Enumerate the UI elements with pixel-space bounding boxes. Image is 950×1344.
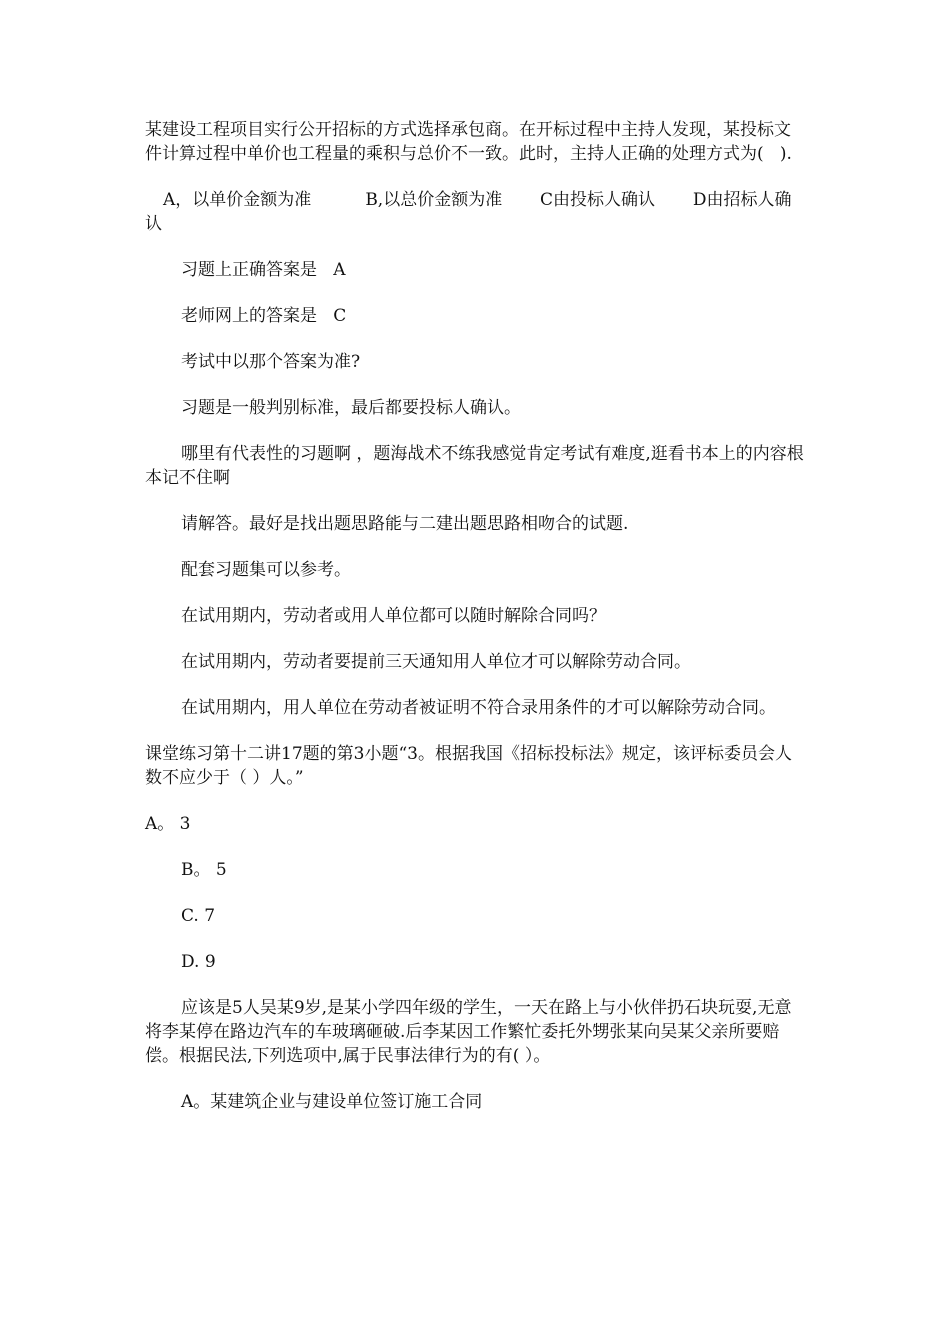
option-c: C. 7 xyxy=(181,906,216,926)
question-paragraph: 哪里有代表性的习题啊 ，题海战术不练我感觉肯定考试有难度,逛看书本上的内容根本记不住啊 xyxy=(145,444,804,488)
reply-paragraph: 在试用期内，劳动者要提前三天通知用人单位才可以解除劳动合同。 xyxy=(181,652,691,672)
teacher-answer: 老师网上的答案是 C xyxy=(181,306,347,326)
textbook-answer: 习题上正确答案是 A xyxy=(181,260,346,280)
option-a: A。某建筑企业与建设单位签订施工合同 xyxy=(181,1092,483,1112)
request-paragraph: 请解答。最好是找出题思路能与二建出题思路相吻合的试题. xyxy=(181,514,629,534)
option-d: D. 9 xyxy=(181,952,216,972)
question-paragraph: 某建设工程项目实行公开招标的方式选择承包商。在开标过程中主持人发现，某投标文件计算过程中单价也工程量的乘积与总价不一致。此时，主持人正确的处理方式为( ). xyxy=(145,120,792,164)
option-b: B。 5 xyxy=(181,860,227,880)
question-paragraph: 在试用期内，劳动者或用人单位都可以随时解除合同吗？ xyxy=(181,606,606,626)
reply-paragraph: 习题是一般判别标准，最后都要投标人确认。 xyxy=(181,398,521,418)
question-paragraph: 课堂练习第十二讲17题的第3小题“3。根据我国《招标投标法》规定，该评标委员会人数不应少于（ ）人。” xyxy=(145,744,792,788)
reply-paragraph: 配套习题集可以参考。 xyxy=(181,560,351,580)
exam-question: 考试中以那个答案为准? xyxy=(181,352,361,372)
case-paragraph: 应该是5人吴某9岁,是某小学四年级的学生，一天在路上与小伙伴扔石块玩耍,无意将李某停在路边汽车的车玻璃砸破.后李某因工作繁忙委托外甥张某向吴某父亲所要赔偿。根据民法,下列选项中,属于民事法律行为的有( ）。 xyxy=(145,998,792,1066)
document-body xyxy=(145,118,805,1136)
option-a: A。 3 xyxy=(145,814,191,834)
answer-options: A，以单价金额为准 B,以总价金额为准 C由投标人确认 D由招标人确认 xyxy=(145,190,792,234)
reply-paragraph: 在试用期内，用人单位在劳动者被证明不符合录用条件的才可以解除劳动合同。 xyxy=(181,698,776,718)
